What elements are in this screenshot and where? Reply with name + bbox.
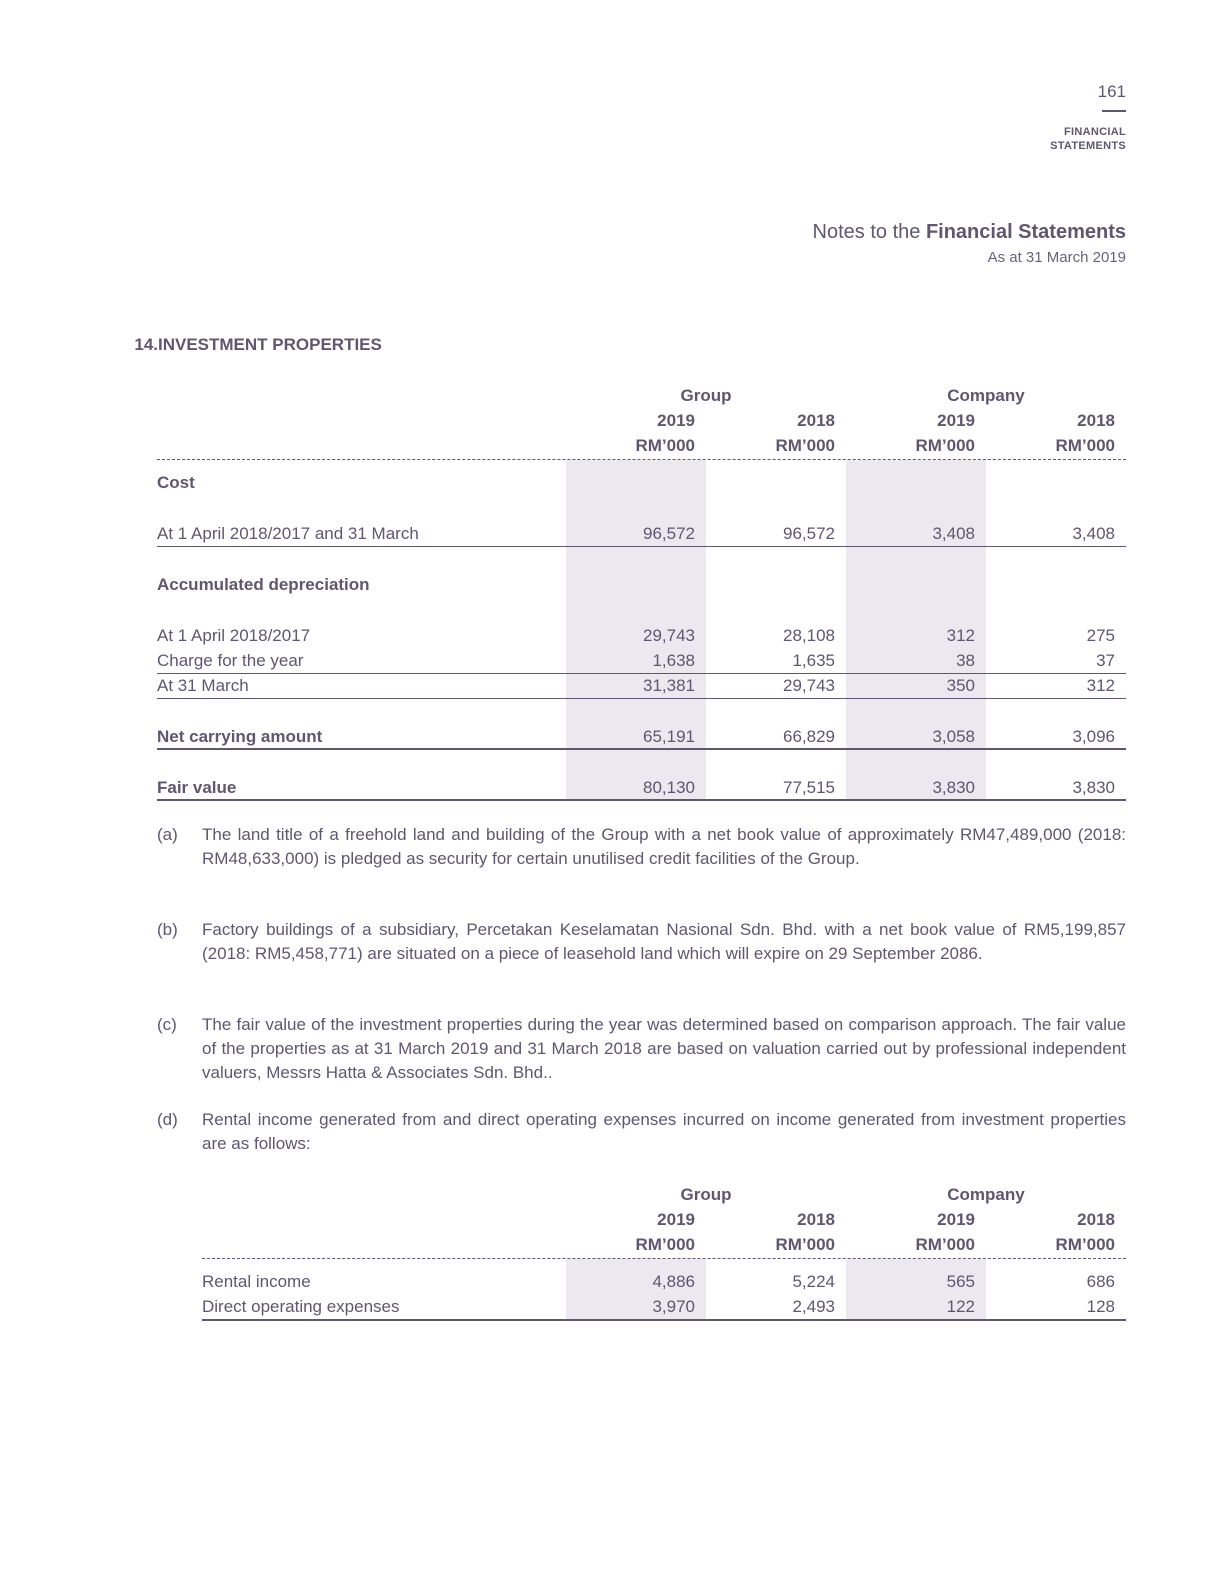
row-label: Fair value (157, 778, 237, 797)
row-divider (157, 673, 1126, 674)
page-title-bold: Financial Statements (925, 221, 1126, 243)
note-label: (c) (157, 1015, 177, 1034)
total-divider (202, 1319, 1126, 1321)
header-divider (202, 1258, 1126, 1259)
header-divider (157, 459, 1126, 460)
unit-header: RM’000 (915, 1235, 975, 1254)
cell-value: 96,572 (643, 524, 695, 543)
cell-value: 29,743 (643, 626, 695, 645)
note-d (157, 1108, 1126, 1156)
note-text: Rental income generated from and direct operating expenses incurred on income generated from investment properties are as follows: (202, 1110, 1126, 1153)
group-header: Group (680, 1185, 732, 1204)
cell-value: 128 (1086, 1297, 1115, 1316)
unit-header: RM’000 (635, 1235, 695, 1254)
note-a (157, 823, 1126, 871)
year-header: 2019 (937, 411, 975, 430)
cell-value: 5,224 (792, 1272, 835, 1291)
total-divider (157, 748, 1126, 750)
year-header: 2019 (657, 1210, 695, 1229)
cell-value: 3,408 (1072, 524, 1115, 543)
unit-header: RM’000 (1055, 1235, 1115, 1254)
unit-header: RM’000 (915, 436, 975, 455)
depreciation-heading: Accumulated depreciation (157, 575, 370, 594)
cell-value: 275 (1086, 626, 1115, 645)
group-header: Group (680, 386, 732, 405)
cell-value: 312 (946, 626, 975, 645)
year-header: 2018 (797, 411, 835, 430)
page-title (813, 221, 1126, 244)
cell-value: 38 (956, 651, 975, 670)
cell-value: 565 (946, 1272, 975, 1291)
cell-value: 4,886 (652, 1272, 695, 1291)
cell-value: 31,381 (643, 676, 695, 695)
note-label: (d) (157, 1110, 178, 1129)
cell-value: 28,108 (783, 626, 835, 645)
unit-header: RM’000 (775, 1235, 835, 1254)
note-b (157, 918, 1126, 966)
row-label: At 1 April 2018/2017 and 31 March (157, 524, 419, 543)
note-label: (b) (157, 920, 178, 939)
year-header: 2018 (797, 1210, 835, 1229)
unit-header: RM’000 (635, 436, 695, 455)
cell-value: 3,830 (1072, 778, 1115, 797)
section-number: 14. (134, 335, 158, 354)
cell-value: 29,743 (783, 676, 835, 695)
cell-value: 37 (1096, 651, 1115, 670)
page-title-prefix: Notes to the (812, 221, 926, 243)
note-text: The fair value of the investment properties during the year was determined based on comparison approach. The fair value of the properties as at 31 March 2019 and 31 March 2018 are based on valuation carried out by professional independent valuers, Messrs Hatta & Associates Sdn. Bhd.. (202, 1015, 1126, 1082)
section-tag-line2: STATEMENTS (1050, 140, 1126, 152)
row-divider (157, 698, 1126, 699)
year-header: 2019 (937, 1210, 975, 1229)
cell-value: 96,572 (783, 524, 835, 543)
cell-value: 2,493 (792, 1297, 835, 1316)
cell-value: 66,829 (783, 727, 835, 746)
year-header: 2018 (1077, 411, 1115, 430)
cell-value: 3,830 (932, 778, 975, 797)
total-divider (157, 799, 1126, 801)
company-header: Company (947, 1185, 1025, 1204)
cell-value: 350 (946, 676, 975, 695)
cell-value: 312 (1086, 676, 1115, 695)
cell-value: 65,191 (643, 727, 695, 746)
cell-value: 1,638 (652, 651, 695, 670)
page-number: 161 (1097, 82, 1126, 101)
note-text: Factory buildings of a subsidiary, Percetakan Keselamatan Nasional Sdn. Bhd. with a net book value of RM5,199,857 (2018: RM5,458,771) are situated on a piece of leasehold land which will expire on 29 September 2086. (202, 920, 1126, 963)
row-label: At 1 April 2018/2017 (157, 626, 311, 645)
page-subtitle: As at 31 March 2019 (987, 249, 1126, 266)
header-rule (1102, 110, 1126, 112)
row-label: Rental income (202, 1272, 311, 1291)
cell-value: 3,096 (1072, 727, 1115, 746)
cell-value: 80,130 (643, 778, 695, 797)
year-header: 2018 (1077, 1210, 1115, 1229)
unit-header: RM’000 (775, 436, 835, 455)
row-label: Charge for the year (157, 651, 304, 670)
row-divider (157, 546, 1126, 547)
cell-value: 686 (1086, 1272, 1115, 1291)
unit-header: RM’000 (1055, 436, 1115, 455)
company-header: Company (947, 386, 1025, 405)
year-header: 2019 (657, 411, 695, 430)
cell-value: 3,408 (932, 524, 975, 543)
section-title: INVESTMENT PROPERTIES (158, 335, 382, 354)
section-heading (112, 335, 382, 355)
note-label: (a) (157, 825, 178, 844)
row-label: Net carrying amount (157, 727, 323, 746)
row-label: At 31 March (157, 676, 249, 695)
note-c (157, 1013, 1126, 1085)
section-tag (1050, 125, 1126, 153)
row-label: Direct operating expenses (202, 1297, 400, 1316)
cost-heading: Cost (157, 473, 195, 492)
section-tag-line1: FINANCIAL (1064, 126, 1126, 138)
cell-value: 77,515 (783, 778, 835, 797)
cell-value: 3,058 (932, 727, 975, 746)
cell-value: 1,635 (792, 651, 835, 670)
cell-value: 122 (946, 1297, 975, 1316)
cell-value: 3,970 (652, 1297, 695, 1316)
note-text: The land title of a freehold land and building of the Group with a net book value of approximately RM47,489,000 (2018: RM48,633,000) is pledged as security for certain unutilised credit facilities of the Group. (202, 825, 1126, 868)
